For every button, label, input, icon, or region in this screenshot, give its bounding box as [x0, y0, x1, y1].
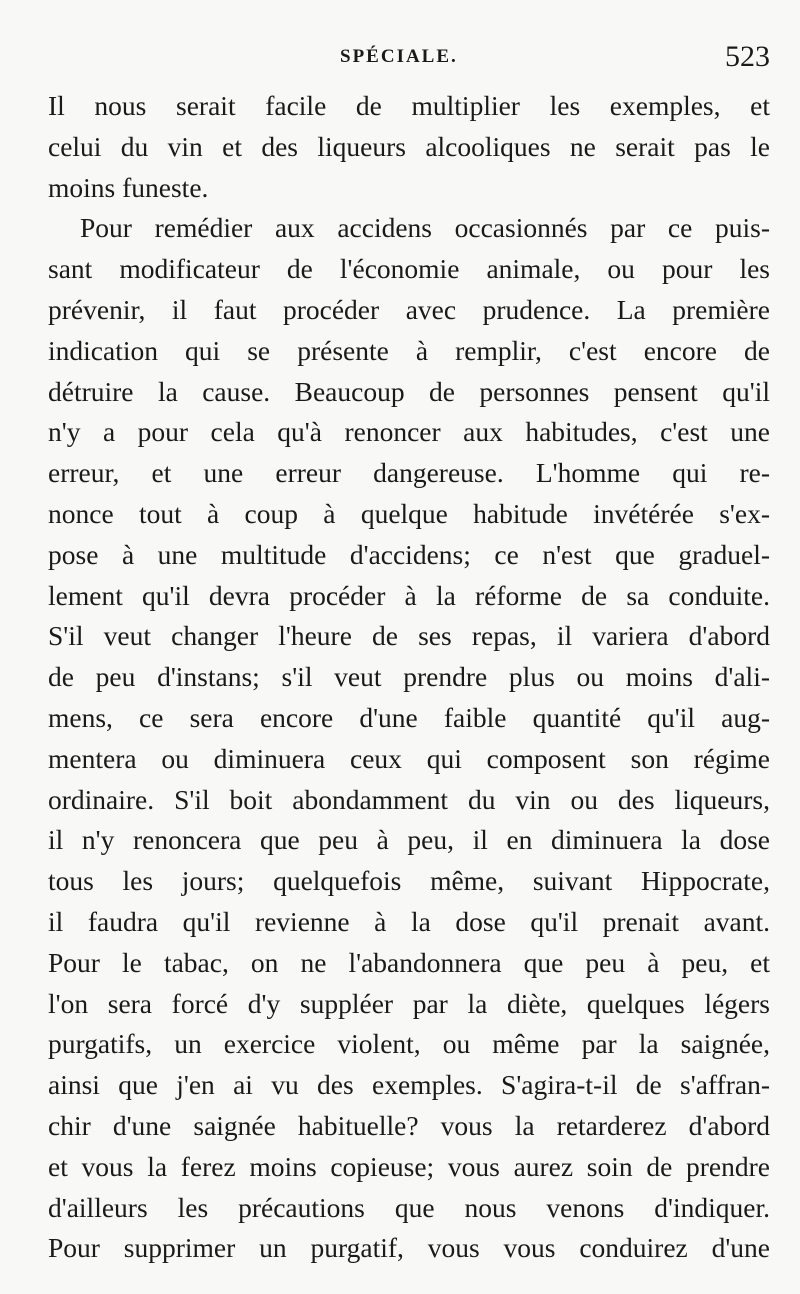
text-line: sant modificateur de l'économie animale, ou pour les — [48, 253, 770, 285]
text-line: indication qui se présente à remplir, c'est encore de — [48, 334, 770, 366]
text-line: lement qu'il devra procéder à la réforme de sa conduite. — [48, 579, 770, 611]
text-line: et vous la ferez moins copieuse; vous aurez soin de prendre — [48, 1150, 770, 1182]
page-header — [48, 40, 770, 78]
text-line: Pour le tabac, on ne l'abandonnera que peu à peu, et — [48, 946, 770, 978]
text-line: purgatifs, un exercice violent, ou même par la saignée, — [48, 1028, 770, 1060]
text-line: ordinaire. S'il boit abondamment du vin ou des liqueurs, — [48, 783, 770, 815]
page-number: 523 — [725, 40, 770, 73]
text-line: celui du vin et des liqueurs alcooliques ne serait pas le — [48, 130, 770, 162]
text-line: chir d'une saignée habituelle? vous la retarderez d'abord — [48, 1109, 770, 1141]
text-line: tous les jours; quelquefois même, suivant Hippocrate, — [48, 865, 770, 897]
text-line: de peu d'instans; s'il veut prendre plus ou moins d'ali- — [48, 661, 770, 693]
text-line: Pour supprimer un purgatif, vous vous conduirez d'une — [48, 1232, 770, 1264]
text-line: mentera ou diminuera ceux qui composent son régime — [48, 742, 770, 774]
text-line: Il nous serait facile de multiplier les exemples, et — [48, 90, 770, 121]
text-line: moins funeste. — [48, 171, 209, 203]
running-head: SPÉCIALE. — [340, 46, 458, 67]
text-line: l'on sera forcé d'y suppléer par la diète, quelques légers — [48, 987, 770, 1019]
text-line: prévenir, il faut procéder avec prudence. La première — [48, 293, 770, 325]
text-line: pose à une multitude d'accidens; ce n'est que graduel- — [48, 538, 770, 570]
text-line: ainsi que j'en ai vu des exemples. S'agira-t-il de s'affran- — [48, 1069, 770, 1101]
text-line: il faudra qu'il revienne à la dose qu'il prenait avant. — [48, 905, 770, 937]
text-line: mens, ce sera encore d'une faible quantité qu'il aug- — [48, 701, 770, 733]
text-line: d'ailleurs les précautions que nous venons d'indiquer. — [48, 1191, 770, 1223]
text-line: il n'y renoncera que peu à peu, il en diminuera la dose — [48, 824, 770, 856]
text-line: n'y a pour cela qu'à renoncer aux habitudes, c'est une — [48, 416, 770, 448]
body-text — [48, 86, 770, 1269]
text-line: S'il veut changer l'heure de ses repas, il variera d'abord — [48, 620, 770, 652]
text-line: détruire la cause. Beaucoup de personnes pensent qu'il — [48, 375, 770, 407]
text-line: nonce tout à coup à quelque habitude invétérée s'ex- — [48, 497, 770, 529]
text-line: erreur, et une erreur dangereuse. L'homme qui re- — [48, 457, 770, 489]
text-line: Pour remédier aux accidens occasionnés par ce puis- — [80, 212, 770, 244]
